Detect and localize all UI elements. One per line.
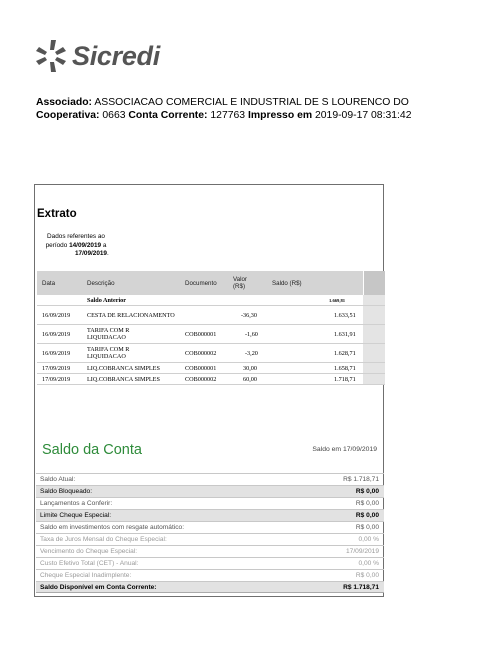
row-descricao: LIQ.COBRANCA SIMPLES: [87, 364, 160, 372]
saldo-item-label: Limite Cheque Especial:: [40, 512, 112, 519]
periodo-end-line: [35, 250, 117, 259]
row-side-cell: [363, 306, 385, 324]
row-saldo: 1.628,71: [334, 349, 356, 357]
saldo-item-value: R$ 0,00: [355, 512, 379, 519]
saldo-atual-row: [36, 473, 384, 485]
saldo-item-label: Custo Efetivo Total (CET) - Anual:: [40, 560, 139, 567]
col-descricao: Descrição: [87, 279, 115, 287]
row-descricao: TARIFA COM R LIQUIDACAO: [87, 346, 130, 360]
cooperativa-label: Cooperativa:: [36, 109, 100, 121]
saldo-anterior-value: 1.669,81: [329, 297, 346, 303]
inadimplente-row: [36, 569, 384, 581]
row-valor: 60,00: [243, 375, 257, 383]
row-data: 16/09/2019: [42, 349, 71, 357]
saldo-item-label: Lançamentos a Conferir:: [40, 500, 113, 507]
row-descricao: LIQ.COBRANCA SIMPLES: [87, 375, 160, 383]
associado-value: ASSOCIACAO COMERCIAL E INDUSTRIAL DE S LOURENCO DO: [94, 97, 409, 108]
extrato-title: Extrato: [37, 208, 77, 220]
row-documento: COB000002: [185, 349, 217, 357]
saldo-anterior-row: [37, 295, 385, 306]
header-side-cell: [363, 271, 385, 295]
saldo-date-label: Saldo em 17/09/2019: [312, 446, 377, 453]
saldo-item-value: R$ 0,00: [355, 524, 379, 531]
saldo-item-value: R$ 1.718,71: [343, 583, 379, 591]
row-saldo: 1.633,51: [334, 311, 356, 319]
row-side-cell: [363, 374, 385, 384]
row-data: 16/09/2019: [42, 311, 71, 319]
row-valor: -3,20: [245, 349, 258, 357]
saldo-item-label: Saldo Atual:: [40, 476, 76, 483]
col-data: Data: [42, 279, 56, 287]
saldo-anterior-label: Saldo Anterior: [87, 296, 127, 304]
periodo-start-line: [35, 242, 117, 251]
row-valor: -36,30: [241, 311, 257, 319]
table-row: [37, 363, 385, 374]
cooperativa-value: 0663: [102, 109, 126, 121]
extrato-table: [37, 271, 385, 385]
brand-name: Sicredi: [72, 40, 160, 71]
saldo-item-label: Vencimento do Cheque Especial:: [40, 548, 138, 555]
row-documento: COB000001: [185, 364, 217, 372]
saldo-item-label: Saldo em investimentos com resgate automático:: [40, 524, 185, 531]
periodo-start: 14/09/2019: [69, 241, 102, 249]
impresso-value: 2019-09-17 08:31:42: [314, 109, 412, 121]
account-line: [36, 110, 411, 123]
col-saldo: Saldo (R$): [272, 279, 302, 287]
account-header: [36, 97, 411, 122]
saldo-item-value: R$ 0,00: [355, 488, 379, 495]
row-side-cell: [363, 344, 385, 362]
row-saldo: 1.718,71: [334, 375, 356, 383]
impresso-label: Impresso em: [247, 109, 313, 121]
periodo-end: 17/09/2019: [75, 250, 107, 258]
row-documento: COB000001: [185, 330, 217, 338]
associado-line: [36, 97, 411, 110]
row-side-cell: [363, 363, 385, 373]
row-data: 16/09/2019: [42, 330, 71, 338]
saldo-conta-title: Saldo da Conta: [42, 442, 142, 458]
saldo-item-value: 0,00 %: [358, 560, 379, 567]
col-valor: Valor (R$): [233, 276, 247, 290]
periodo-label: período: [45, 241, 68, 249]
saldo-item-label: Saldo Bloqueado:: [40, 488, 93, 495]
saldo-item-label: Saldo Disponível em Conta Corrente:: [40, 583, 157, 591]
row-valor: 30,00: [243, 364, 257, 372]
cet-row: [36, 557, 384, 569]
periodo-sep: a: [102, 241, 107, 249]
taxa-juros-row: [36, 533, 384, 545]
table-row: [37, 325, 385, 344]
table-row: [37, 374, 385, 385]
row-descricao: TARIFA COM R LIQUIDACAO: [87, 327, 130, 341]
saldo-item-value: 0,00 %: [358, 536, 379, 543]
saldo-item-value: R$ 1.718,71: [343, 476, 379, 483]
conta-value: 127763: [210, 109, 246, 121]
row-documento: COB000002: [185, 375, 217, 383]
saldo-bloqueado-row: [36, 485, 384, 497]
sicredi-logo: [35, 38, 160, 74]
saldo-disponivel-row: [36, 581, 384, 593]
lancamentos-row: [36, 497, 384, 509]
sicredi-pinwheel-icon: [35, 39, 67, 73]
row-saldo: 1.658,71: [334, 364, 356, 372]
table-row: [37, 344, 385, 363]
row-data: 17/09/2019: [42, 364, 71, 372]
col-documento: Documento: [185, 279, 217, 287]
saldo-item-value: 17/09/2019: [345, 548, 379, 555]
row-side-cell: [363, 325, 385, 343]
row-saldo: 1.631,91: [334, 330, 356, 338]
saldo-summary: [36, 473, 384, 593]
vencimento-row: [36, 545, 384, 557]
row-valor: -1,60: [245, 330, 258, 338]
saldo-item-label: Cheque Especial Inadimplente:: [40, 572, 132, 579]
row-side-cell: [363, 295, 385, 305]
extrato-panel: [34, 184, 384, 597]
periodo-info: [35, 233, 117, 259]
table-header: [37, 271, 385, 295]
associado-label: Associado:: [36, 97, 93, 108]
limite-cheque-row: [36, 509, 384, 521]
saldo-item-label: Taxa de Juros Mensal do Cheque Especial:: [40, 536, 167, 543]
saldo-item-value: R$ 0,00: [355, 572, 379, 579]
periodo-suffix: .: [107, 250, 109, 258]
table-row: [37, 306, 385, 325]
row-data: 17/09/2019: [42, 375, 71, 383]
investimentos-row: [36, 521, 384, 533]
saldo-item-value: R$ 0,00: [355, 500, 379, 507]
periodo-prefix: Dados referentes ao: [47, 233, 105, 240]
row-descricao: CESTA DE RELACIONAMENTO: [87, 311, 175, 319]
conta-label: Conta Corrente:: [128, 109, 208, 121]
